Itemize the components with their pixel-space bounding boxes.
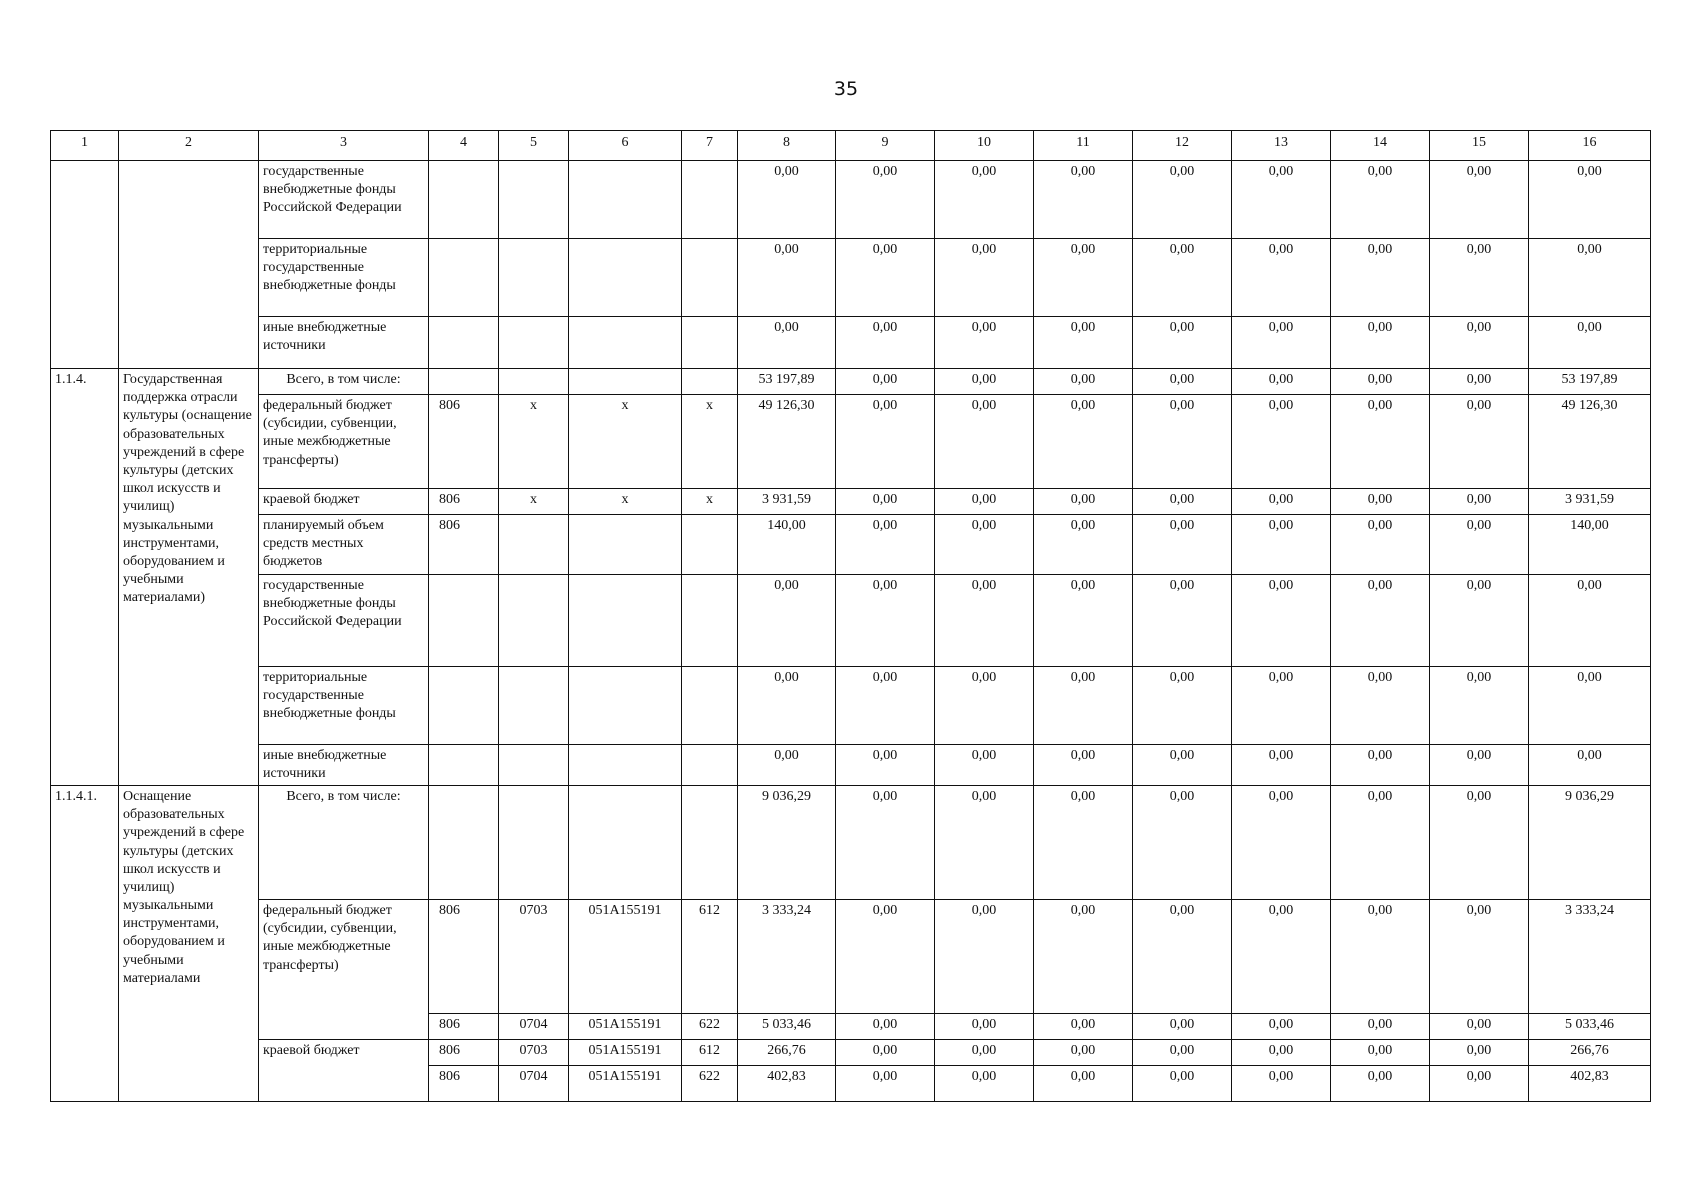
code-cell: 051A155191 [569, 1039, 682, 1065]
value-cell: 0,00 [836, 239, 935, 317]
source-label: государственные внебюджетные фонды Российской Федерации [259, 161, 429, 239]
value-cell: 0,00 [1232, 666, 1331, 744]
source-label: краевой бюджет [259, 1039, 429, 1101]
value-cell: 0,00 [935, 899, 1034, 1013]
value-cell: 266,76 [1529, 1039, 1651, 1065]
source-label: федеральный бюджет (субсидии, субвенции, иные межбюджетные трансферты) [259, 395, 429, 489]
code-cell: х [499, 489, 569, 515]
table-row [51, 395, 1651, 489]
code-cell: х [682, 395, 738, 489]
value-cell: 0,00 [1034, 489, 1133, 515]
value-cell: 0,00 [1133, 899, 1232, 1013]
value-cell: 0,00 [935, 574, 1034, 666]
code-cell: 806 [429, 489, 499, 515]
value-cell: 0,00 [1331, 369, 1430, 395]
value-cell: 0,00 [935, 239, 1034, 317]
value-cell: 0,00 [1232, 489, 1331, 515]
value-cell: 0,00 [935, 785, 1034, 899]
code-cell: 622 [682, 1013, 738, 1039]
value-cell: 0,00 [935, 744, 1034, 785]
value-cell: 9 036,29 [1529, 785, 1651, 899]
value-cell: 0,00 [1331, 239, 1430, 317]
value-cell: 0,00 [1430, 515, 1529, 575]
value-cell: 0,00 [1331, 515, 1430, 575]
value-cell: 0,00 [1430, 369, 1529, 395]
value-cell: 0,00 [1232, 395, 1331, 489]
code-cell: 0704 [499, 1065, 569, 1101]
table-row [51, 161, 1651, 239]
code-cell: 806 [429, 1039, 499, 1065]
code-cell: 806 [429, 515, 499, 575]
value-cell: 0,00 [1529, 744, 1651, 785]
value-cell: 0,00 [738, 744, 836, 785]
value-cell: 0,00 [1331, 395, 1430, 489]
value-cell: 0,00 [836, 666, 935, 744]
value-cell: 0,00 [1133, 515, 1232, 575]
code-cell [569, 515, 682, 575]
code-cell [569, 666, 682, 744]
value-cell: 0,00 [836, 785, 935, 899]
value-cell: 0,00 [1034, 1065, 1133, 1101]
value-cell: 0,00 [1232, 574, 1331, 666]
value-cell: 0,00 [1133, 785, 1232, 899]
source-label: иные внебюджетные источники [259, 317, 429, 369]
value-cell: 0,00 [1529, 666, 1651, 744]
value-cell: 0,00 [1430, 317, 1529, 369]
code-cell [682, 785, 738, 899]
code-cell: 051A155191 [569, 899, 682, 1013]
value-cell: 0,00 [1430, 489, 1529, 515]
value-cell: 0,00 [1232, 369, 1331, 395]
value-cell: 0,00 [1430, 1039, 1529, 1065]
code-cell [569, 785, 682, 899]
value-cell: 0,00 [1034, 161, 1133, 239]
item-number: 1.1.4.1. [51, 785, 119, 1101]
value-cell: 0,00 [1034, 899, 1133, 1013]
value-cell: 0,00 [1133, 239, 1232, 317]
value-cell: 0,00 [836, 489, 935, 515]
value-cell: 140,00 [738, 515, 836, 575]
value-cell: 0,00 [1232, 239, 1331, 317]
value-cell: 0,00 [836, 369, 935, 395]
value-cell: 0,00 [738, 239, 836, 317]
value-cell: 0,00 [1232, 1065, 1331, 1101]
table-cell [499, 317, 569, 369]
value-cell: 0,00 [1529, 239, 1651, 317]
value-cell: 0,00 [1232, 785, 1331, 899]
value-cell: 0,00 [1430, 1065, 1529, 1101]
code-cell: 612 [682, 1039, 738, 1065]
column-header: 12 [1133, 131, 1232, 161]
value-cell: 5 033,46 [1529, 1013, 1651, 1039]
table-row [51, 666, 1651, 744]
value-cell: 0,00 [836, 1039, 935, 1065]
value-cell: 0,00 [1133, 666, 1232, 744]
value-cell: 0,00 [1529, 161, 1651, 239]
table-row [51, 317, 1651, 369]
table-row [51, 1039, 1651, 1065]
value-cell: 0,00 [1430, 666, 1529, 744]
table-row [51, 489, 1651, 515]
value-cell: 49 126,30 [1529, 395, 1651, 489]
value-cell: 0,00 [836, 1013, 935, 1039]
value-cell: 0,00 [1133, 744, 1232, 785]
table-row [51, 744, 1651, 785]
value-cell: 0,00 [1232, 317, 1331, 369]
value-cell: 0,00 [935, 1065, 1034, 1101]
table-cell [569, 161, 682, 239]
continued-number-cell [51, 161, 119, 369]
column-header: 13 [1232, 131, 1331, 161]
value-cell: 0,00 [1232, 1039, 1331, 1065]
code-cell [499, 574, 569, 666]
value-cell: 53 197,89 [738, 369, 836, 395]
table-cell [429, 239, 499, 317]
value-cell: 0,00 [1331, 574, 1430, 666]
value-cell: 3 931,59 [738, 489, 836, 515]
value-cell: 0,00 [1232, 744, 1331, 785]
table-cell [569, 317, 682, 369]
column-header: 2 [119, 131, 259, 161]
column-header: 5 [499, 131, 569, 161]
continued-name-cell [119, 161, 259, 369]
value-cell: 0,00 [1034, 369, 1133, 395]
value-cell: 0,00 [836, 744, 935, 785]
table-row [51, 369, 1651, 395]
column-header: 7 [682, 131, 738, 161]
value-cell: 0,00 [935, 395, 1034, 489]
value-cell: 0,00 [836, 515, 935, 575]
value-cell: 0,00 [1430, 239, 1529, 317]
value-cell: 0,00 [836, 317, 935, 369]
item-name: Оснащение образовательных учреждений в сфере культуры (детских школ искусств и училищ) музыкальными инструментами, оборудованием и учебными материалами [119, 785, 259, 1101]
value-cell: 0,00 [738, 317, 836, 369]
code-cell: 806 [429, 1013, 499, 1039]
code-cell: 051A155191 [569, 1013, 682, 1039]
column-header: 3 [259, 131, 429, 161]
source-label: территориальные государственные внебюджетные фонды [259, 666, 429, 744]
value-cell: 0,00 [935, 489, 1034, 515]
column-header: 14 [1331, 131, 1430, 161]
value-cell: 0,00 [1331, 899, 1430, 1013]
source-label: территориальные государственные внебюджетные фонды [259, 239, 429, 317]
value-cell: 3 931,59 [1529, 489, 1651, 515]
code-cell: 0703 [499, 899, 569, 1013]
value-cell: 0,00 [1034, 785, 1133, 899]
table-cell [499, 239, 569, 317]
code-cell: 806 [429, 899, 499, 1013]
value-cell: 0,00 [935, 161, 1034, 239]
code-cell [429, 666, 499, 744]
value-cell: 0,00 [1034, 317, 1133, 369]
value-cell: 0,00 [935, 515, 1034, 575]
code-cell [499, 515, 569, 575]
value-cell: 0,00 [1232, 1013, 1331, 1039]
table-cell [499, 161, 569, 239]
code-cell: 051A155191 [569, 1065, 682, 1101]
value-cell: 0,00 [1133, 1013, 1232, 1039]
code-cell: 0703 [499, 1039, 569, 1065]
table-cell [682, 161, 738, 239]
code-cell [569, 744, 682, 785]
value-cell: 0,00 [1034, 239, 1133, 317]
value-cell: 0,00 [836, 899, 935, 1013]
value-cell: 0,00 [1430, 1013, 1529, 1039]
value-cell: 0,00 [1331, 489, 1430, 515]
value-cell: 0,00 [1331, 1039, 1430, 1065]
source-label: Всего, в том числе: [259, 369, 429, 395]
table-row [51, 574, 1651, 666]
source-label: государственные внебюджетные фонды Российской Федерации [259, 574, 429, 666]
code-cell [499, 785, 569, 899]
value-cell: 53 197,89 [1529, 369, 1651, 395]
value-cell: 0,00 [1430, 574, 1529, 666]
value-cell: 0,00 [1331, 317, 1430, 369]
table-cell [569, 239, 682, 317]
value-cell: 0,00 [1331, 666, 1430, 744]
value-cell: 0,00 [738, 574, 836, 666]
column-header: 6 [569, 131, 682, 161]
code-cell [499, 744, 569, 785]
value-cell: 0,00 [1331, 1013, 1430, 1039]
value-cell: 0,00 [738, 666, 836, 744]
source-label: федеральный бюджет (субсидии, субвенции, иные межбюджетные трансферты) [259, 899, 429, 1039]
value-cell: 402,83 [738, 1065, 836, 1101]
code-cell [682, 574, 738, 666]
code-cell: х [569, 489, 682, 515]
code-cell [682, 744, 738, 785]
code-cell [682, 515, 738, 575]
value-cell: 0,00 [836, 574, 935, 666]
code-cell: х [499, 395, 569, 489]
value-cell: 0,00 [1331, 785, 1430, 899]
column-header: 4 [429, 131, 499, 161]
table-cell [429, 317, 499, 369]
code-cell: х [569, 395, 682, 489]
page-number: 35 [833, 78, 859, 100]
code-cell [499, 369, 569, 395]
column-header: 9 [836, 131, 935, 161]
value-cell: 0,00 [1430, 899, 1529, 1013]
code-cell: 0704 [499, 1013, 569, 1039]
value-cell: 0,00 [1430, 395, 1529, 489]
code-cell: х [682, 489, 738, 515]
value-cell: 0,00 [1133, 369, 1232, 395]
table-cell [682, 239, 738, 317]
value-cell: 0,00 [1034, 744, 1133, 785]
value-cell: 0,00 [738, 161, 836, 239]
value-cell: 0,00 [1034, 1013, 1133, 1039]
value-cell: 0,00 [1034, 574, 1133, 666]
value-cell: 0,00 [1529, 574, 1651, 666]
value-cell: 0,00 [836, 1065, 935, 1101]
value-cell: 0,00 [1232, 161, 1331, 239]
value-cell: 266,76 [738, 1039, 836, 1065]
value-cell: 140,00 [1529, 515, 1651, 575]
value-cell: 0,00 [1331, 1065, 1430, 1101]
table-row [51, 785, 1651, 899]
column-header: 1 [51, 131, 119, 161]
code-cell [569, 369, 682, 395]
value-cell: 0,00 [836, 161, 935, 239]
code-cell [429, 744, 499, 785]
code-cell [682, 666, 738, 744]
value-cell: 5 033,46 [738, 1013, 836, 1039]
value-cell: 0,00 [1034, 395, 1133, 489]
value-cell: 0,00 [935, 317, 1034, 369]
code-cell: 806 [429, 1065, 499, 1101]
value-cell: 0,00 [1133, 161, 1232, 239]
value-cell: 0,00 [935, 1039, 1034, 1065]
value-cell: 0,00 [836, 395, 935, 489]
code-cell: 612 [682, 899, 738, 1013]
table-row [51, 239, 1651, 317]
column-header: 10 [935, 131, 1034, 161]
column-header: 8 [738, 131, 836, 161]
value-cell: 9 036,29 [738, 785, 836, 899]
column-header: 15 [1430, 131, 1529, 161]
value-cell: 0,00 [1331, 161, 1430, 239]
value-cell: 0,00 [1133, 395, 1232, 489]
value-cell: 402,83 [1529, 1065, 1651, 1101]
value-cell: 0,00 [1430, 785, 1529, 899]
value-cell: 0,00 [1034, 666, 1133, 744]
source-label: краевой бюджет [259, 489, 429, 515]
column-number-row [51, 131, 1651, 161]
table-cell [682, 317, 738, 369]
value-cell: 0,00 [935, 1013, 1034, 1039]
code-cell [499, 666, 569, 744]
code-cell: 806 [429, 395, 499, 489]
value-cell: 3 333,24 [1529, 899, 1651, 1013]
source-label: Всего, в том числе: [259, 785, 429, 899]
code-cell [429, 574, 499, 666]
value-cell: 0,00 [1133, 1039, 1232, 1065]
value-cell: 0,00 [1232, 899, 1331, 1013]
code-cell: 622 [682, 1065, 738, 1101]
value-cell: 0,00 [1133, 574, 1232, 666]
source-label: планируемый объем средств местных бюджетов [259, 515, 429, 575]
value-cell: 0,00 [1034, 1039, 1133, 1065]
code-cell [569, 574, 682, 666]
value-cell: 0,00 [1133, 1065, 1232, 1101]
value-cell: 0,00 [1034, 515, 1133, 575]
item-name: Государственная поддержка отрасли культуры (оснащение образовательных учреждений в сфере культуры (детских школ искусств и училищ) музыкальными инструментами, оборудованием и учебными материалами) [119, 369, 259, 786]
value-cell: 0,00 [935, 369, 1034, 395]
code-cell [429, 785, 499, 899]
column-header: 11 [1034, 131, 1133, 161]
item-number: 1.1.4. [51, 369, 119, 786]
value-cell: 0,00 [1133, 317, 1232, 369]
budget-table [50, 130, 1651, 1102]
value-cell: 0,00 [1430, 161, 1529, 239]
value-cell: 0,00 [1133, 489, 1232, 515]
value-cell: 0,00 [1232, 515, 1331, 575]
value-cell: 0,00 [1331, 744, 1430, 785]
value-cell: 0,00 [1529, 317, 1651, 369]
source-label: иные внебюджетные источники [259, 744, 429, 785]
value-cell: 0,00 [935, 666, 1034, 744]
table-row [51, 899, 1651, 1013]
value-cell: 49 126,30 [738, 395, 836, 489]
table-cell [429, 161, 499, 239]
column-header: 16 [1529, 131, 1651, 161]
code-cell [429, 369, 499, 395]
value-cell: 3 333,24 [738, 899, 836, 1013]
table-row [51, 515, 1651, 575]
value-cell: 0,00 [1430, 744, 1529, 785]
code-cell [682, 369, 738, 395]
